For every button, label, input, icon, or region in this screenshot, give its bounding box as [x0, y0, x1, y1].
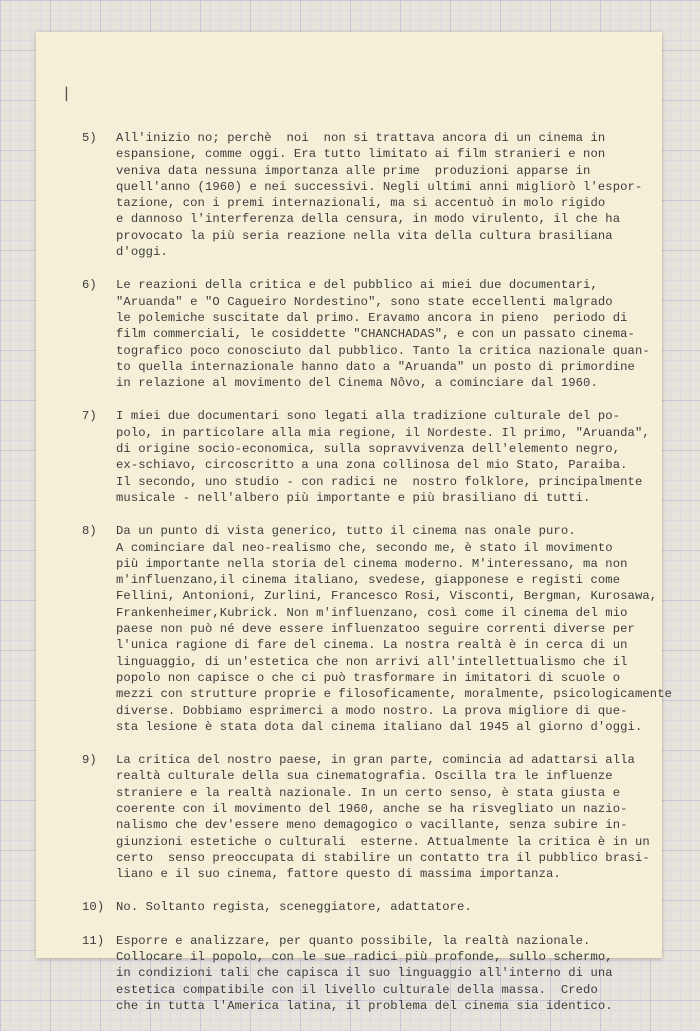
- answer-text: [116, 523, 672, 735]
- text-line: sta lesione è stata dota dal cinema italiano dal 1945 al giorno d'oggi.: [116, 719, 643, 734]
- text-line: "Aruanda" e "O Cagueiro Nordestino", sono state eccellenti malgrado: [116, 294, 613, 309]
- answer-number: 7): [82, 409, 97, 424]
- text-line: più importante nella storia del cinema moderno. M'interessano, ma non: [116, 556, 628, 571]
- answer-text: [116, 130, 642, 260]
- text-line: l'unica ragione di fare del cinema. La nostra realtà è in cerca di un: [116, 638, 628, 653]
- text-line: La critica del nostro paese, in gran parte, comincia ad adattarsi alla: [116, 753, 635, 768]
- text-line: to quella internazionale hanno dato a "Aruanda" un posto di primordine: [116, 359, 635, 374]
- answer-text: [116, 277, 650, 391]
- text-line: veniva data nessuna importanza alle prime produzioni apparse in: [116, 163, 591, 178]
- text-line: I miei due documentari sono legati alla tradizione culturale del po-: [116, 409, 621, 424]
- text-line: film commerciali, le cosiddette "CHANCHADAS", e con un passato cinema-: [116, 327, 635, 342]
- answers-list: [82, 130, 673, 1031]
- answer-item: [82, 523, 673, 735]
- text-line: Da un punto di vista generico, tutto il cinema nas onale puro.: [116, 524, 576, 539]
- text-line: paese non può né deve essere influenzatoo seguire correnti diverse per: [116, 622, 635, 637]
- answer-item: [82, 933, 642, 1014]
- text-line: mezzi con strutture proprie e filosoficamente, moralmente, psicologicamente: [116, 687, 673, 702]
- answer-text: [116, 408, 650, 506]
- answer-number: 8): [82, 524, 97, 539]
- answer-number: 6): [82, 278, 97, 293]
- text-line: No. Soltanto regista, sceneggiatore, adattatore.: [116, 900, 472, 915]
- text-line: che in tutta l'America latina, il problema del cinema sia identico.: [116, 998, 613, 1013]
- text-line: certo senso preoccupata di stabilire un contatto tra il pubblico brasi-: [116, 850, 650, 865]
- text-line: provocato la più seria reazione nella vita della cultura brasiliana: [116, 228, 613, 243]
- text-line: estetica compatibile con il livello culturale della massa. Credo: [116, 982, 598, 997]
- pencil-mark: \: [58, 82, 76, 105]
- text-line: tografico poco conosciuto dal pubblico. Tanto la critica nazionale quan-: [116, 343, 650, 358]
- text-line: nalismo che dev'essere meno demagogico o vacillante, senza subire in-: [116, 818, 628, 833]
- text-line: d'oggi.: [116, 245, 168, 260]
- answer-item: [82, 752, 650, 882]
- text-line: Frankenheimer,Kubrick. Non m'influenzano, così come il cinema del mio: [116, 605, 628, 620]
- text-line: musicale - nell'albero più importante e più brasiliano di tutti.: [116, 490, 591, 505]
- text-line: ex-schiavo, circoscritto a una zona collinosa del mio Stato, Paraiba.: [116, 458, 628, 473]
- text-line: Esporre e analizzare, per quanto possibile, la realtà nazionale.: [116, 933, 591, 948]
- text-line: quell'anno (1960) e nei successivi. Negli ultimi anni migliorò l'espor-: [116, 179, 643, 194]
- text-line: linguaggio, di un'estetica che non arrivi all'intellettualismo che il: [116, 654, 628, 669]
- answer-number: 10): [82, 900, 105, 915]
- answer-item: [82, 277, 650, 391]
- answer-text: [116, 752, 650, 882]
- text-line: straniere e la realtà nazionale. In un certo senso, è stata giusta e: [116, 785, 621, 800]
- answer-item: [82, 408, 650, 506]
- text-line: e dannoso l'interferenza della censura, in modo virulento, il che ha: [116, 212, 621, 227]
- text-line: espansione, comme oggi. Era tutto limitato ai film stranieri e non: [116, 147, 606, 162]
- answer-item: [82, 130, 642, 260]
- answer-number: 9): [82, 753, 97, 768]
- text-line: A cominciare dal neo-realismo che, secondo me, è stato il movimento: [116, 540, 613, 555]
- text-line: in condizioni tali che capisca il suo linguaggio all'interno di una: [116, 966, 613, 981]
- text-line: popolo non capisce o che ci può trasformare in imitatori di scuole o: [116, 670, 621, 685]
- text-line: diverse. Dobbiamo esprimerci a modo nostro. La prova migliore di que-: [116, 703, 628, 718]
- text-line: m'influenzano,il cinema italiano, svedese, giapponese e registi come: [116, 573, 621, 588]
- text-line: Collocare il popolo, con le sue radici più profonde, sullo schermo,: [116, 950, 613, 965]
- text-line: giunzioni estetiche o culturali esterne. Attualmente la critica è in un: [116, 834, 650, 849]
- text-line: liano e il suo cinema, fattore questo di massima importanza.: [116, 867, 561, 882]
- text-line: Il secondo, uno studio - con radici ne nostro folklore, principalmente: [116, 474, 643, 489]
- answer-text: [116, 899, 642, 915]
- text-line: le polemiche suscitate dal primo. Eravamo ancora in pieno periodo di: [116, 310, 628, 325]
- text-line: coerente con il movimento del 1960, anche se ha risvegliato un nazio-: [116, 801, 628, 816]
- answer-number: 5): [82, 131, 97, 145]
- answer-number: 11): [82, 933, 105, 948]
- typewritten-page: [36, 32, 673, 1013]
- text-line: tazione, con i premi internazionali, ma si accentuò in molo rigido: [116, 196, 606, 211]
- text-line: realtà culturale della sua cinematografia. Oscilla tra le influenze: [116, 769, 613, 784]
- text-line: di origine socio-economica, sulla sopravvivenza dell'elemento negro,: [116, 442, 621, 457]
- text-line: Le reazioni della critica e del pubblico ai miei due documentari,: [116, 278, 598, 293]
- text-line: Fellini, Antonioni, Zurlini, Francesco Rosi, Visconti, Bergman, Kurosawa,: [116, 589, 658, 604]
- answer-text: [116, 933, 642, 1014]
- text-line: All'inizio no; perchè noi non si trattava ancora di un cinema in: [116, 131, 606, 145]
- text-line: in relazione al movimento del Cinema Nôvo, a cominciare dal 1960.: [116, 376, 598, 391]
- answer-item: [82, 899, 642, 915]
- text-line: polo, in particolare alla mia regione, il Nordeste. Il primo, "Aruanda",: [116, 425, 650, 440]
